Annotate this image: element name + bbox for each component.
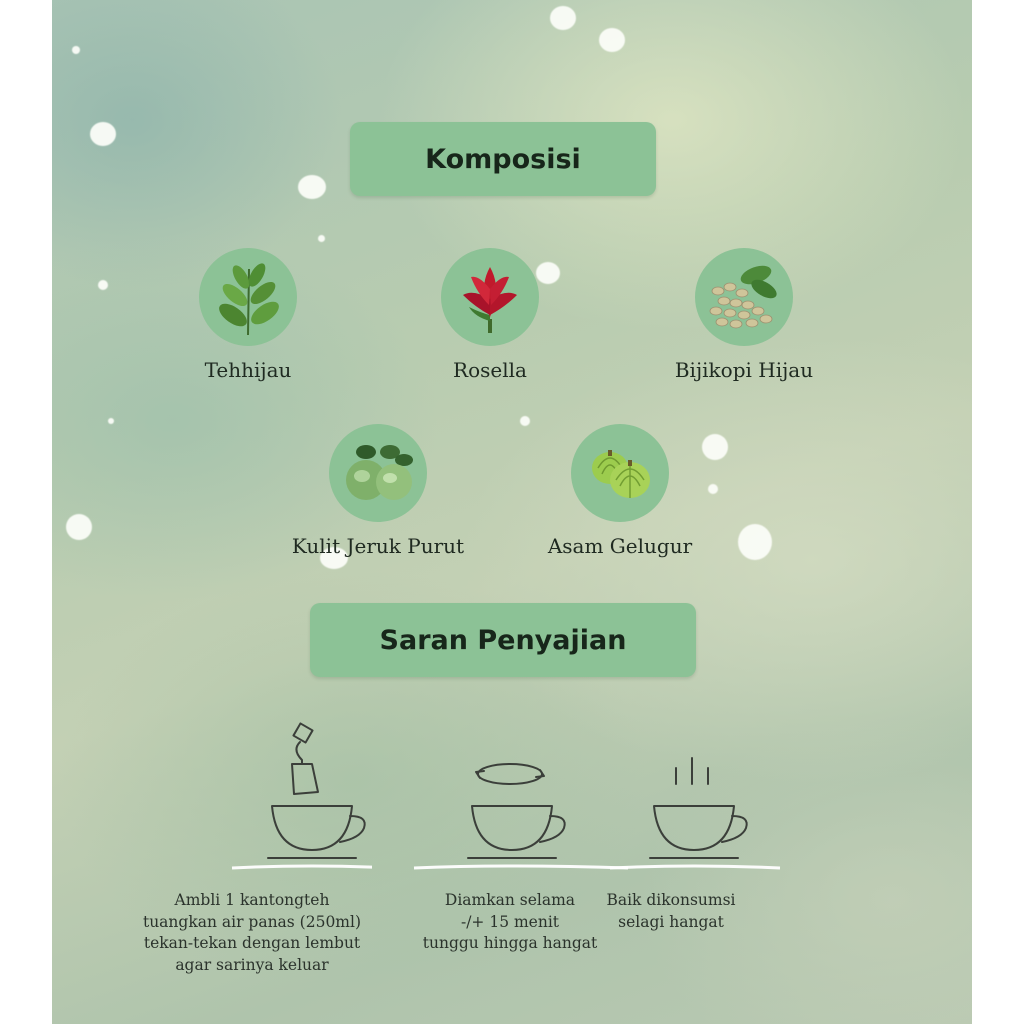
ingredient-circle: [441, 248, 539, 346]
green-tea-leaf-icon: [213, 257, 283, 337]
snow-flake: [72, 46, 80, 54]
step-line: Ambli 1 kantongteh: [174, 891, 330, 909]
komposisi-title: Komposisi: [425, 143, 581, 175]
step-line: tunggu hingga hangat: [422, 934, 598, 952]
step-line: tuangkan air panas (250ml): [142, 912, 362, 931]
komposisi-title-banner: [350, 122, 656, 196]
snow-flake: [550, 6, 576, 30]
gelugur-fruit-icon: [580, 438, 660, 508]
ingredient-rosella: [370, 248, 610, 382]
serving-step-description: [132, 890, 372, 976]
snow-flake: [298, 175, 326, 199]
ingredient-kulit-jeruk-purut: [258, 424, 498, 558]
rosella-flower-icon: [455, 259, 525, 335]
ingredient-label: Kulit Jeruk Purut: [291, 534, 465, 558]
ingredient-circle: [571, 424, 669, 522]
step-line: agar sarinya keluar: [175, 955, 329, 974]
snow-flake: [738, 524, 772, 560]
ingredient-label: Tehhijau: [204, 358, 292, 382]
snow-flake: [599, 28, 625, 52]
snow-flake: [90, 122, 116, 146]
serving-step-3: [584, 716, 824, 933]
kaffir-lime-icon: [338, 438, 418, 508]
ingredient-circle: [329, 424, 427, 522]
ingredient-bijikopi-hijau: [624, 248, 864, 382]
infographic-card: [52, 0, 972, 1024]
snow-flake: [108, 418, 114, 424]
serving-step-1: [132, 716, 372, 976]
ingredient-label: Asam Gelugur: [547, 534, 693, 558]
snow-flake: [318, 235, 325, 242]
step-line: tekan-tekan dengan lembut: [143, 934, 361, 952]
ingredient-tehhijau: [128, 248, 368, 382]
steaming-cup-icon: [584, 716, 824, 876]
step-line: selagi hangat: [618, 912, 724, 931]
ingredient-circle: [199, 248, 297, 346]
saran-penyajian-title-banner: [310, 603, 696, 677]
saran-penyajian-title: Saran Penyajian: [379, 624, 627, 656]
ingredient-label: Rosella: [453, 358, 527, 382]
step-line: Diamkan selama: [444, 891, 576, 909]
serving-step-description: [518, 890, 824, 933]
snow-flake: [98, 280, 108, 290]
step-line: Baik dikonsumsi: [606, 891, 736, 909]
green-coffee-bean-icon: [704, 259, 784, 335]
ingredient-label: Bijikopi Hijau: [674, 358, 814, 382]
ingredient-circle: [695, 248, 793, 346]
snow-flake: [66, 514, 92, 540]
teabag-cup-icon: [132, 716, 372, 876]
step-line: -/+ 15 menit: [460, 912, 560, 931]
ingredient-asam-gelugur: [500, 424, 740, 558]
